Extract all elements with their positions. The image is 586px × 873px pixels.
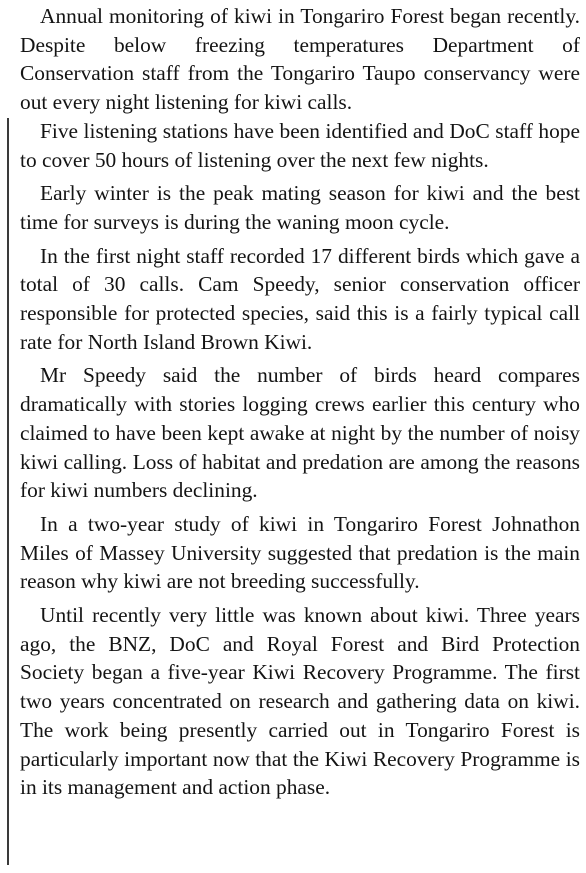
article-paragraph: Early winter is the peak mating season for kiwi and the best time for surveys is during the waning moon cycle. [20,181,580,234]
article-paragraph: In the first night staff recorded 17 different birds which gave a total of 30 calls. Cam Speedy, senior conservation officer responsible for protected species, said this is a fairly typical call rate for North Island Brown Kiwi. [20,243,580,354]
article-paragraph: Until recently very little was known about kiwi. Three years ago, the BNZ, DoC and Royal Forest and Bird Protection Society began a five-year Kiwi Recovery Programme. The first two years concentrated on research and gathering data on kiwi. The work being presently carried out in Tongariro Forest is particularly important now that the Kiwi Recovery Programme is in its management and action phase. [20,603,580,800]
column-rule [7,118,9,865]
article-column [20,2,580,807]
article-paragraph: Mr Speedy said the number of birds heard compares dramatically with stories logging crews earlier this century who claimed to have been kept awake at night by the number of noisy kiwi calling. Loss of habitat and predation are among the reasons for kiwi numbers declining. [20,363,580,503]
article-paragraph: Annual monitoring of kiwi in Tongariro Forest began recently. Despite below freezing temperatures Department of Conservation staff from the Tongariro Taupo conservancy were out every night listening for kiwi calls. [20,4,580,115]
article-paragraph: In a two-year study of kiwi in Tongariro Forest Johnathon Miles of Massey University suggested that predation is the main reason why kiwi are not breeding successfully. [20,511,580,594]
article-paragraph: Five listening stations have been identified and DoC staff hope to cover 50 hours of listening over the next few nights. [20,118,580,172]
